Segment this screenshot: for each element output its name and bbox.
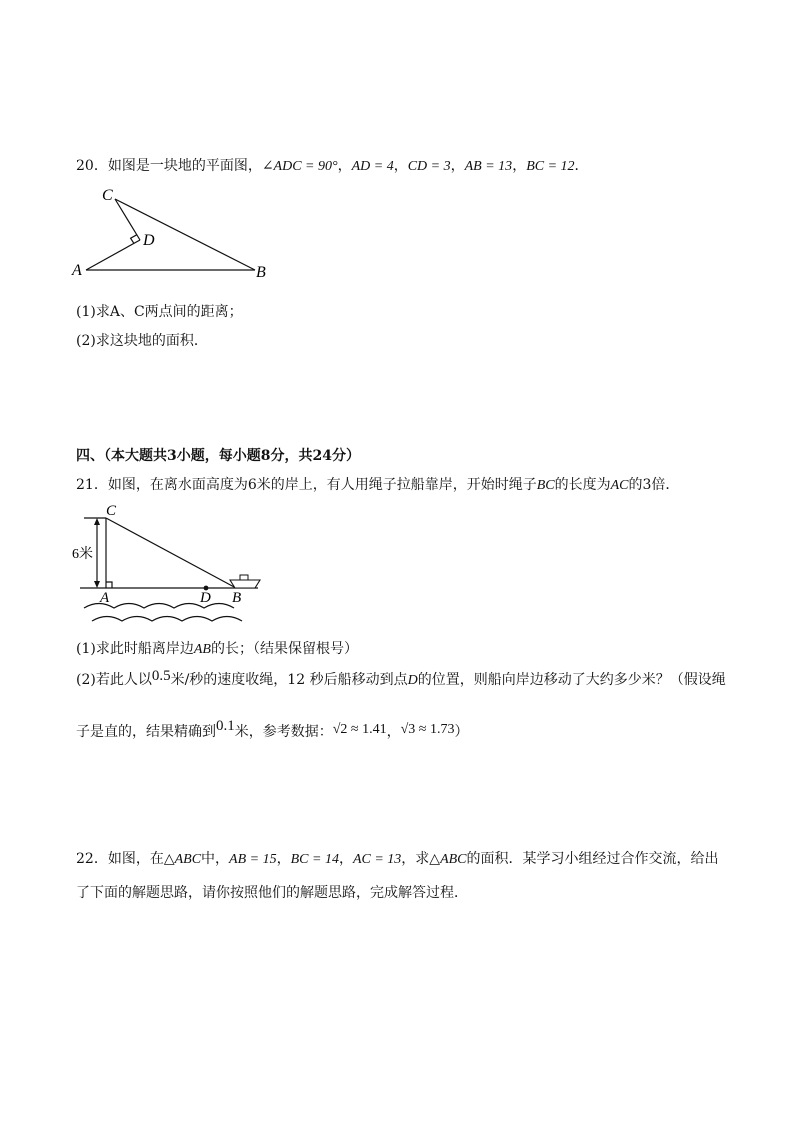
arrow-down-icon: [94, 581, 100, 588]
q21-p2-text3: 的位置，则船向岸边移动了大约多少米？（假设绳: [417, 672, 726, 688]
q21-ac: AC: [610, 478, 629, 493]
q21-stem-text2: 的长度为: [554, 477, 611, 493]
q20-ad-cond: AD = 4: [351, 159, 394, 174]
q22-ac-cond: AC = 13: [352, 852, 402, 867]
q20-figure: [70, 182, 280, 282]
q22-triangle: △ABC: [163, 852, 202, 867]
q21-p2-text2: 米/秒的速度收绳，12 秒后船移动到点: [170, 672, 408, 688]
q21-speed: 0.5: [151, 668, 171, 684]
arrow-up-icon: [94, 518, 100, 525]
wave-line-2: [92, 617, 242, 622]
q20-ab-cond: AB = 13: [464, 159, 513, 174]
q21-ref-sqrt3: √3 ≈ 1.73: [400, 722, 455, 737]
label-a: A: [72, 262, 82, 279]
q22-text3: ，求: [401, 851, 430, 867]
q22-stem-line2: 了下面的解题思路，请你按照他们的解题思路，完成解答过程．: [76, 885, 468, 901]
q21-point-d: D: [407, 673, 418, 688]
q22-sep: ，: [338, 851, 353, 867]
segment-ad: [86, 240, 140, 270]
q20-part1: (1)求A、C两点间的距离；: [76, 304, 243, 320]
q21-p3-sep: ，: [386, 724, 401, 740]
q20-bc-cond: BC = 12: [526, 159, 575, 174]
label-c: C: [102, 187, 113, 204]
height-label: 6米: [72, 547, 93, 562]
boat-icon: [230, 575, 260, 588]
q21-p3-end: ）: [454, 724, 469, 740]
q20-angle-cond: ∠ADC = 90°: [261, 159, 338, 174]
q22-ab-cond: AB = 15: [229, 852, 277, 867]
q21-p2-text: (2)若此人以: [76, 672, 152, 688]
q21-ref-sqrt2: √2 ≈ 1.41: [332, 722, 387, 737]
q20-cd-cond: CD = 3: [407, 159, 451, 174]
q21-p3-text: 子是直的，结果精确到: [76, 724, 216, 740]
q20-sep: ，: [337, 158, 352, 174]
q22-stem-line1: [76, 849, 719, 870]
q21-ab: AB: [193, 642, 211, 657]
q20-sep: ，: [450, 158, 465, 174]
label-b: B: [232, 590, 242, 606]
q20-end: ．: [574, 158, 589, 174]
q21-part2-cont: [76, 718, 469, 743]
q22-text2: 中，: [201, 851, 230, 867]
q21-p1-text2: 的长；（结果保留根号）: [210, 641, 358, 657]
label-c: C: [106, 503, 117, 519]
q21-precision: 0.1: [216, 718, 235, 734]
label-d: D: [143, 232, 155, 249]
q20-stem-text: 20．如图是一块地的平面图，: [76, 158, 262, 174]
label-d: D: [200, 590, 211, 606]
q21-figure: [68, 500, 268, 628]
q20-stem: [76, 156, 589, 177]
q21-part2: [76, 670, 726, 691]
q21-stem: [76, 475, 679, 496]
q21-stem-text3: 的3倍．: [628, 477, 680, 493]
section-four-heading: 四、（本大题共3小题，每小题8分，共24分）: [76, 448, 360, 464]
label-b: B: [256, 264, 266, 281]
q20-sep: ，: [512, 158, 527, 174]
q22-text: 22．如图，在: [76, 851, 164, 867]
right-angle-mark: [106, 582, 112, 588]
label-a: A: [100, 590, 110, 606]
q21-bc: BC: [536, 478, 555, 493]
q21-p3-text2: 米，参考数据：: [234, 724, 333, 740]
q22-triangle-2: △ABC: [429, 852, 467, 867]
q21-part1: [76, 639, 358, 660]
q22-sep: ，: [276, 851, 291, 867]
q22-bc-cond: BC = 14: [290, 852, 339, 867]
q20-sep: ，: [393, 158, 408, 174]
q20-part2: (2)求这块地的面积．: [76, 333, 208, 349]
segment-cb: [106, 518, 236, 588]
q21-stem-text: 21．如图，在离水面高度为6米的岸上，有人用绳子拉船靠岸，开始时绳子: [76, 477, 537, 493]
q21-p1-text: (1)求此时船离岸边: [76, 641, 194, 657]
q22-text4: 的面积．某学习小组经过合作交流，给出: [466, 851, 719, 867]
